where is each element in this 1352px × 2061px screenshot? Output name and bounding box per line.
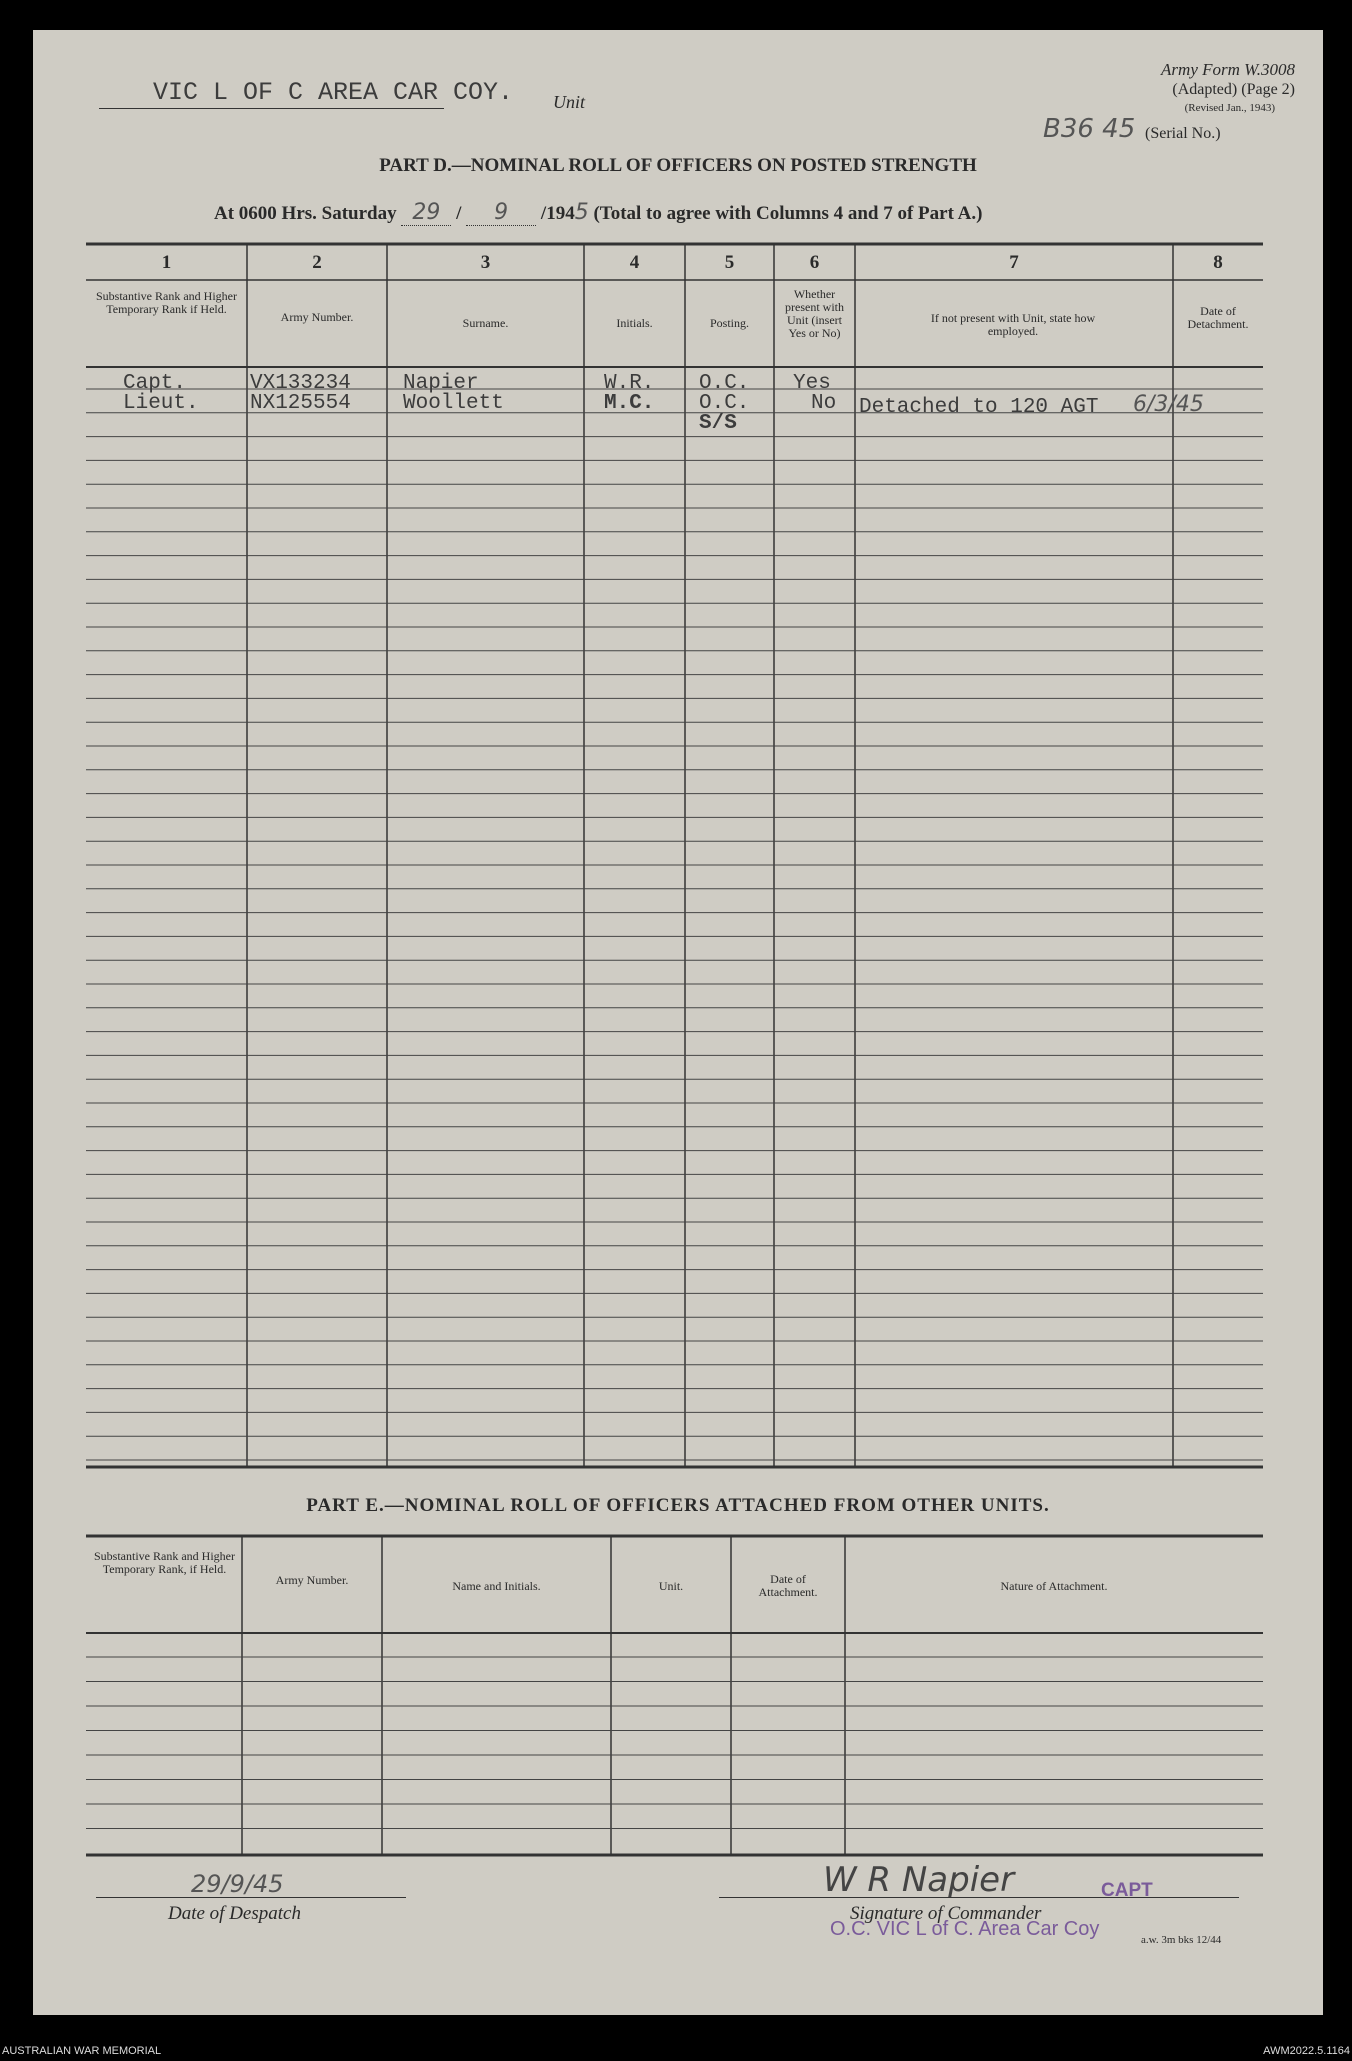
- e-header-rank: Substantive Rank and Higher Temporary Rank, if Held.: [94, 1549, 235, 1576]
- part-e-title: PART E.—NOMINAL ROLL OF OFFICERS ATTACHED FROM OTHER UNITS.: [306, 1495, 1050, 1516]
- col-header-present: Whether present with Unit (insert Yes or No): [785, 287, 844, 340]
- unit-value: VIC L OF C AREA CAR COY.: [153, 78, 514, 107]
- row2-surname: Woollett: [403, 392, 504, 415]
- despatch-label: Date of Despatch: [168, 1903, 301, 1924]
- row2-posting: O.C.: [699, 392, 750, 415]
- col-header-number: Army Number.: [280, 310, 354, 324]
- unit-label: Unit: [553, 92, 586, 112]
- col-num-5: 5: [724, 252, 735, 273]
- date-line: At 0600 Hrs. Saturday 29 / 9 /1945 (Total to agree with Columns 4 and 7 of Part A.): [214, 200, 983, 225]
- form-adapted: (Adapted) (Page 2): [1172, 81, 1295, 98]
- form-revised: (Revised Jan., 1943): [1184, 102, 1275, 114]
- col-header-date: Date of Detachment.: [1187, 304, 1249, 331]
- col-num-7: 7: [1009, 252, 1019, 273]
- e-header-date: Date of Attachment.: [758, 1572, 818, 1599]
- e-header-unit: Unit.: [658, 1579, 684, 1593]
- row1-present: Yes: [793, 372, 831, 395]
- row1-posting: O.C.: [699, 372, 750, 395]
- col-num-8: 8: [1213, 252, 1223, 273]
- row2-date: 6/3/45: [1133, 392, 1204, 417]
- despatch-value: 29/9/45: [191, 1870, 284, 1898]
- serial-value: B36 45: [1043, 114, 1136, 144]
- form-sheet: [33, 30, 1323, 2015]
- date-day: 29: [401, 200, 451, 226]
- row1-surname: Napier: [403, 372, 479, 395]
- serial-label: (Serial No.): [1145, 125, 1221, 142]
- row2-initials: M.C.: [604, 392, 655, 415]
- commander-stamp: O.C. VIC L of C. Area Car Coy: [830, 1918, 1100, 1940]
- e-header-number: Army Number.: [275, 1573, 349, 1587]
- printer-mark: a.w. 3m bks 12/44: [1141, 1934, 1222, 1946]
- despatch-underline: [96, 1897, 406, 1898]
- row3-posting: S/S: [699, 412, 737, 435]
- signature-label: Signature of Commander: [850, 1903, 1042, 1924]
- part-d-title: PART D.—NOMINAL ROLL OF OFFICERS ON POSTED STRENGTH: [379, 155, 977, 176]
- date-year-prefix: 194: [546, 203, 575, 224]
- signature: W R Napier: [823, 1860, 1015, 1900]
- row1-rank: Capt.: [123, 372, 187, 395]
- col-header-employed: If not present with Unit, state how employed.: [930, 311, 1096, 338]
- col-num-2: 2: [312, 252, 322, 273]
- row1-initials: W.R.: [604, 372, 655, 395]
- row1-number: VX133234: [250, 372, 351, 395]
- col-header-rank: Substantive Rank and Higher Temporary Rank if Held.: [96, 289, 237, 316]
- row2-employed: Detached to 120 AGT: [859, 396, 1099, 419]
- row2-rank: Lieut.: [123, 392, 199, 415]
- col-num-6: 6: [809, 252, 820, 273]
- col-header-initials: Initials.: [616, 316, 653, 330]
- col-num-1: 1: [161, 252, 172, 273]
- stamp-rank: CAPT: [1101, 1880, 1153, 1901]
- col-header-posting: Posting.: [709, 316, 749, 330]
- date-prefix: At 0600 Hrs. Saturday: [214, 203, 397, 224]
- archive-label-right: AWM2022.5.1164: [1263, 2045, 1350, 2057]
- date-year-digit: 5: [574, 200, 589, 225]
- col-num-3: 3: [480, 252, 491, 273]
- col-num-4: 4: [629, 252, 640, 273]
- row2-present: No: [811, 392, 837, 415]
- signature-underline: [719, 1897, 1239, 1898]
- e-header-name: Name and Initials.: [452, 1579, 541, 1593]
- col-header-surname: Surname.: [462, 316, 509, 330]
- date-suffix: (Total to agree with Columns 4 and 7 of Part A.): [593, 203, 983, 224]
- row2-number: NX125554: [250, 392, 351, 415]
- archive-label-left: AUSTRALIAN WAR MEMORIAL: [2, 2045, 162, 2057]
- form-title: Army Form W.3008: [1161, 60, 1295, 79]
- e-header-nature: Nature of Attachment.: [1000, 1579, 1108, 1593]
- date-month: 9: [466, 200, 536, 226]
